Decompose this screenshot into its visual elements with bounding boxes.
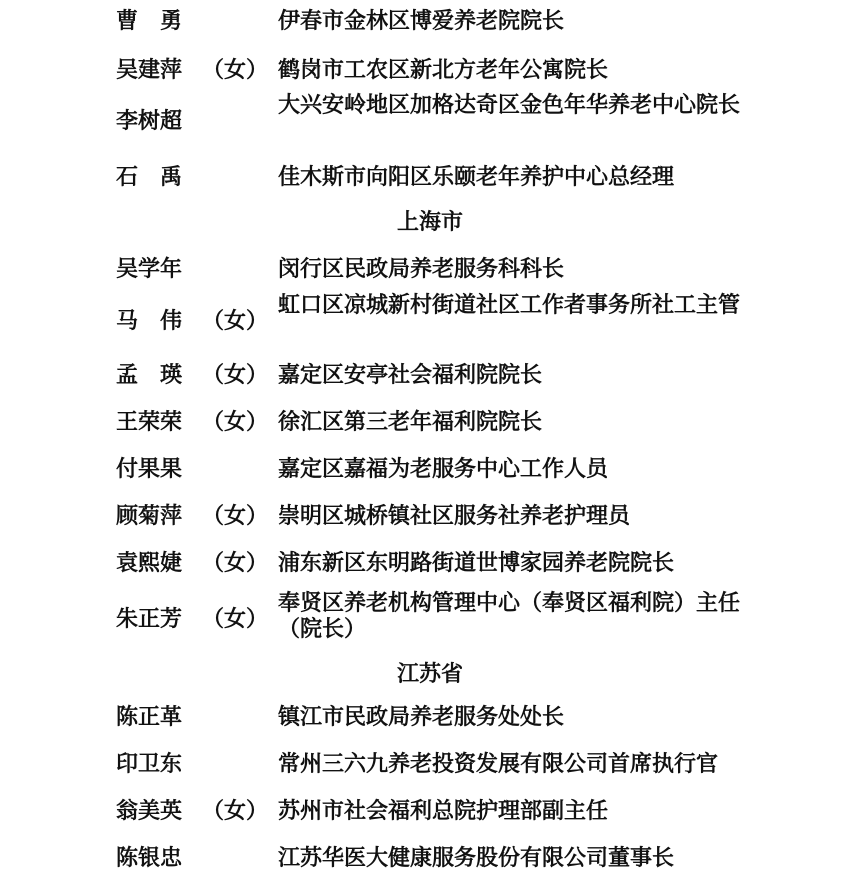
person-name: 顾菊萍 xyxy=(116,503,183,529)
person-name: 付果果 xyxy=(116,456,183,482)
person-title: 苏州市社会福利总院护理部副主任 xyxy=(278,798,609,824)
person-name: 石 禹 xyxy=(116,164,183,190)
section-heading: 上海市 xyxy=(396,209,463,235)
person-gender: （女） xyxy=(202,798,269,824)
person-gender: （女） xyxy=(202,409,269,435)
person-title: 伊春市金林区博爱养老院院长 xyxy=(278,8,565,34)
person-title: 闵行区民政局养老服务科科长 xyxy=(278,256,565,282)
section-heading: 江苏省 xyxy=(396,661,463,687)
person-title: 浦东新区东明路街道世博家园养老院院长 xyxy=(278,550,675,576)
person-title: 常州三六九养老投资发展有限公司首席执行官 xyxy=(278,751,719,777)
person-name: 曹 勇 xyxy=(116,8,183,34)
person-gender: （女） xyxy=(202,550,269,576)
person-name: 印卫东 xyxy=(116,751,183,777)
person-title: 虹口区凉城新村街道社区工作者事务所社工主管 xyxy=(278,292,741,318)
person-gender: （女） xyxy=(202,606,269,632)
person-title: 镇江市民政局养老服务处处长 xyxy=(278,704,565,730)
person-name: 吴学年 xyxy=(116,256,183,282)
person-title: 奉贤区养老机构管理中心（奉贤区福利院）主任（院长） xyxy=(278,590,741,642)
person-gender: （女） xyxy=(202,503,269,529)
person-title: 嘉定区安亭社会福利院院长 xyxy=(278,362,543,388)
person-title: 徐汇区第三老年福利院院长 xyxy=(278,409,543,435)
person-title: 佳木斯市向阳区乐颐老年养护中心总经理 xyxy=(278,164,675,190)
person-name: 陈银忠 xyxy=(116,845,183,871)
person-title: 大兴安岭地区加格达奇区金色年华养老中心院长 xyxy=(278,92,741,118)
person-name: 朱正芳 xyxy=(116,606,183,632)
person-name: 孟 瑛 xyxy=(116,362,183,388)
person-gender: （女） xyxy=(202,308,269,334)
person-gender: （女） xyxy=(202,362,269,388)
person-title: 嘉定区嘉福为老服务中心工作人员 xyxy=(278,456,609,482)
person-name: 翁美英 xyxy=(116,798,183,824)
person-title: 崇明区城桥镇社区服务社养老护理员 xyxy=(278,503,631,529)
person-title: 江苏华医大健康服务股份有限公司董事长 xyxy=(278,845,675,871)
person-name: 李树超 xyxy=(116,108,183,134)
person-name: 陈正革 xyxy=(116,704,183,730)
person-name: 马 伟 xyxy=(116,308,183,334)
person-name: 袁熙婕 xyxy=(116,550,183,576)
person-name: 王荣荣 xyxy=(116,409,183,435)
person-title: 鹤岗市工农区新北方老年公寓院长 xyxy=(278,57,609,83)
person-name: 吴建萍 xyxy=(116,57,183,83)
person-gender: （女） xyxy=(202,57,269,83)
